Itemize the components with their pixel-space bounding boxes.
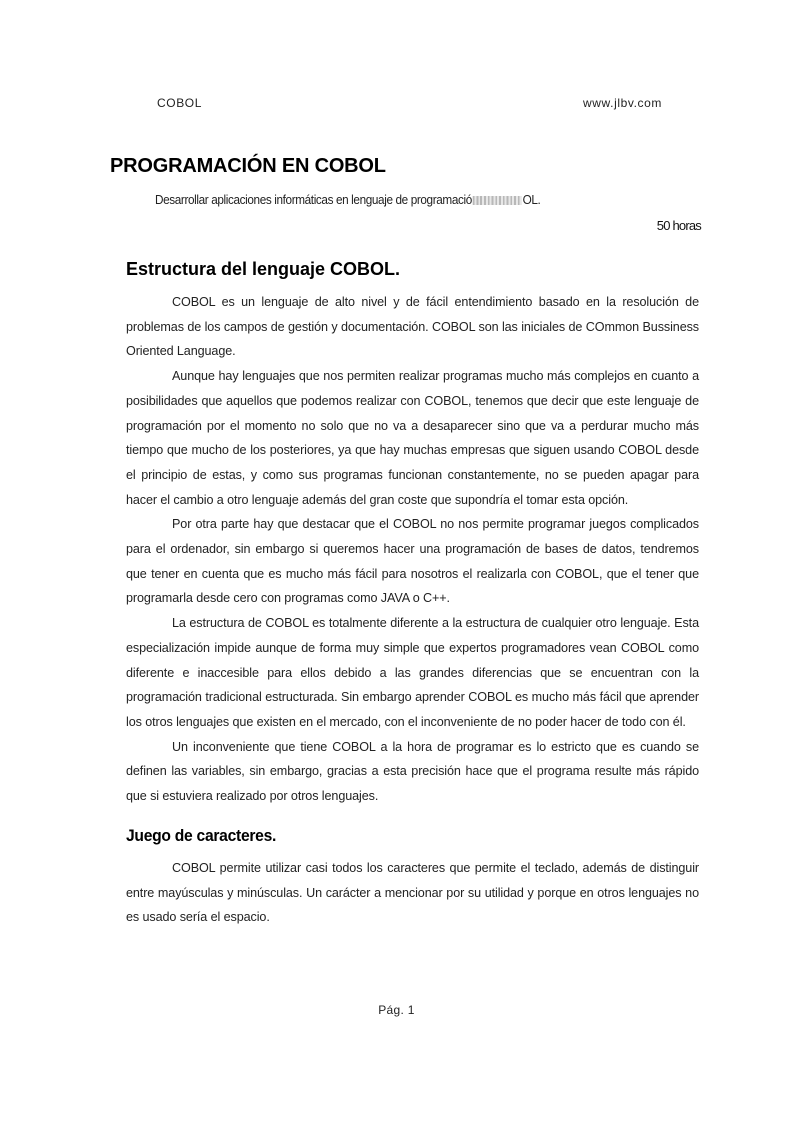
paragraph: La estructura de COBOL es totalmente diferente a la estructura de cualquier otro lenguaje. Esta especialización impide aunque de forma muy simple que expertos programadores vean COBOL como diferente e inaccesible para ellos debido a las grandes diferencias que se encuentran con la programación tradicional estructurada. Sin embargo aprender COBOL es mucho más fácil que aprender los otros lenguajes que existen en el mercado, con el inconveniente de no poder hacer de todo con él. [126,616,699,729]
paragraph: Un inconveniente que tiene COBOL a la hora de programar es lo estricto que es cuando se definen las variables, sin embargo, gracias a esta precisión hace que el programa resulte más rápido que si estuviera realizado por otros lenguajes. [126,739,699,804]
paragraph: Aunque hay lenguajes que nos permiten realizar programas mucho más complejos en cuanto a posibilidades que aquellos que podemos realizar con COBOL, tenemos que decir que este lenguaje de programación por el momento no solo que no va a desaparecer sino que va a perdurar mucho más tiempo que mucho de los posteriores, ya que hay muchas empresas que siguen usando COBOL desde el principio de estas, y como sus programas funcionan constantemente, no se pueden apagar para hacer el cambio a otro lenguaje además del gran coste que supondría el tomar esta opción. [126,369,699,507]
paragraph: COBOL es un lenguaje de alto nivel y de fácil entendimiento basado en la resolución de problemas de los campos de gestión y documentación. COBOL son las iniciales de COmmon Bussiness Oriented Language. [126,295,699,359]
header-course-name: COBOL [157,96,203,110]
redacted-text-mark [473,196,522,205]
section-title-estructura: Estructura del lenguaje COBOL. [126,259,401,279]
course-hours: 50 horas [656,218,701,233]
section-body-estructura [126,290,699,809]
paragraph: COBOL permite utilizar casi todos los caracteres que permite el teclado, además de distinguir entre mayúsculas y minúsculas. Un carácter a mencionar por su utilidad y porque en otros lenguajes no es usado sería el espacio. [126,861,699,925]
subtitle-text: Desarrollar aplicaciones informáticas en lenguaje de programació [155,193,472,207]
section-title-juego-caracteres: Juego de caracteres. [126,826,277,845]
page-number: Pág. 1 [378,1003,415,1017]
document-title: PROGRAMACIÓN EN COBOL [110,155,386,177]
header-website: www.jlbv.com [583,96,662,110]
section-body-juego-caracteres [126,856,699,930]
document-subtitle [155,193,540,207]
paragraph: Por otra parte hay que destacar que el COBOL no nos permite programar juegos complicados para el ordenador, sin embargo si queremos hacer una programación de bases de datos, tendremos que tener en cuenta que es mucho más fácil para nosotros el realizarla con COBOL, que el tener que programarla desde cero con programas como JAVA o C++. [126,517,699,606]
subtitle-tail: OL. [522,193,541,207]
